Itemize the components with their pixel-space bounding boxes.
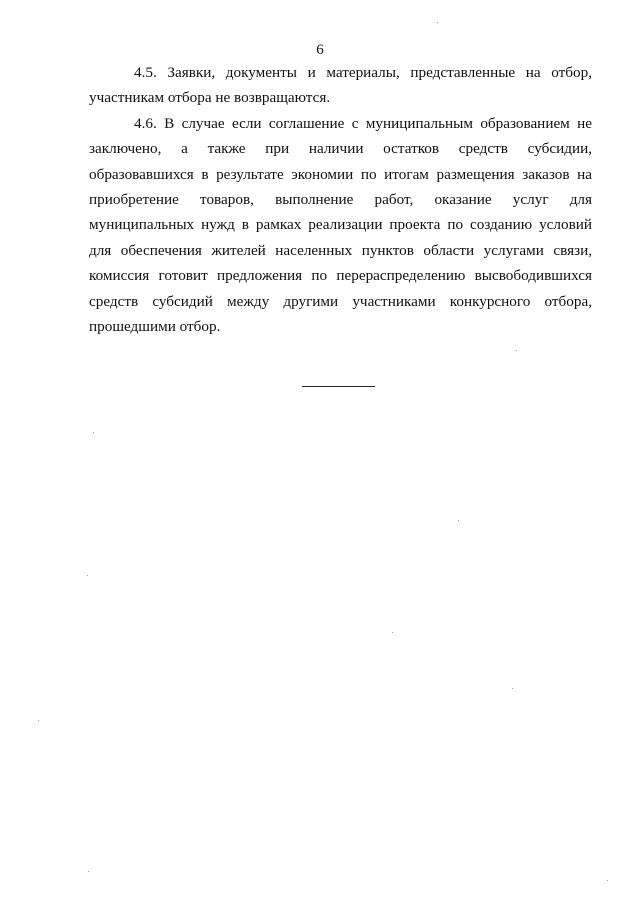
paragraph-line: 4.6. В случае если соглашение с муниципальным образованием не <box>134 114 592 132</box>
paragraph-line: участникам отбора не возвращаются. <box>89 89 331 107</box>
scan-speck <box>38 720 39 721</box>
paragraph-4-5 <box>89 60 592 111</box>
paragraph-4-6 <box>89 111 592 340</box>
paragraph-line: комиссия готовит предложения по перераспределению высвободившихся <box>89 267 592 285</box>
paragraph-line: прошедшими отбор. <box>89 318 221 336</box>
scan-speck <box>512 688 513 689</box>
end-separator-line <box>302 386 375 387</box>
scan-speck <box>607 880 608 881</box>
scan-speck <box>88 871 89 872</box>
paragraph-line: 4.5. Заявки, документы и материалы, представленные на отбор, <box>134 64 592 81</box>
document-body <box>89 60 592 339</box>
scan-speck <box>516 350 517 351</box>
scan-speck <box>93 432 94 433</box>
paragraph-line: муниципальных нужд в рамках реализации проекта по созданию условий <box>89 216 592 234</box>
page-number: 6 <box>316 42 324 58</box>
paragraph-line: средств субсидий между другими участниками конкурсного отбора, <box>89 292 592 310</box>
paragraph-line: образовавшихся в результате экономии по итогам размещения заказов на <box>89 165 592 183</box>
scan-speck <box>458 520 459 521</box>
paragraph-line: заключено, а также при наличии остатков средств субсидии, <box>89 140 592 158</box>
scan-speck <box>87 575 88 576</box>
paragraph-line: для обеспечения жителей населенных пунктов области услугами связи, <box>89 241 592 259</box>
paragraph-line: приобретение товаров, выполнение работ, оказание услуг для <box>89 191 592 209</box>
scan-speck <box>392 632 393 633</box>
scan-speck <box>437 22 438 23</box>
